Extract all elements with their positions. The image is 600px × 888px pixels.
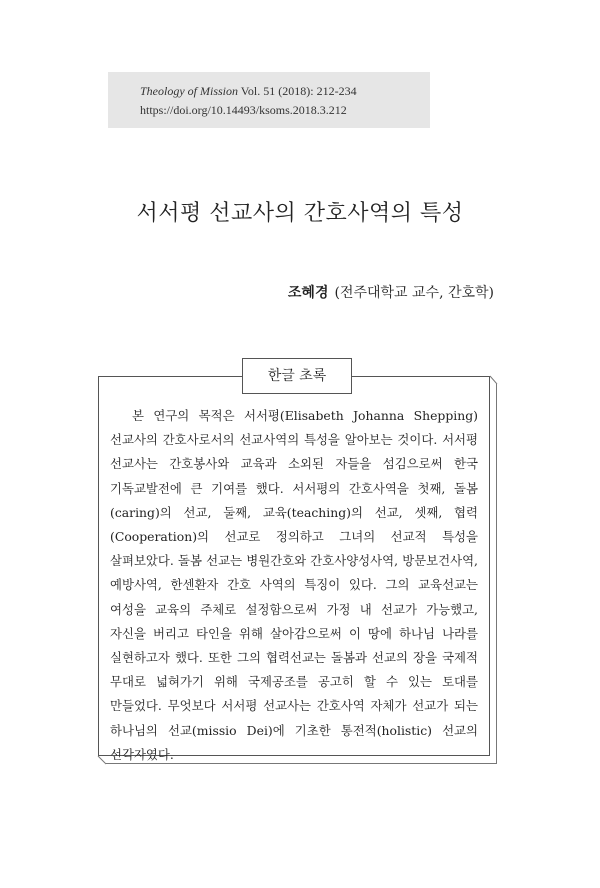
doi-link[interactable]: https://doi.org/10.14493/ksoms.2018.3.212 [140, 103, 347, 117]
citation-header [108, 72, 430, 128]
author-line [288, 282, 494, 302]
abstract-body: 본 연구의 목적은 서서평(Elisabeth Johanna Shepping) 선교사의 간호사로서의 선교사역의 특성을 알아보는 것이다. 서서평 선교사는 간호봉사와 교육과 소외된 자들을 섬김으로써 한국 기독교발전에 큰 기여를 했다. 서서평의 간호사역을 첫째, 돌봄(caring)의 선교, 둘째, 교육(teaching)의 선교, 셋째, 협력(Cooperation)의 선교로 정의하고 그녀의 선교적 특성을 살펴보았다. 돌봄 선교는 병원간호와 간호사양성사역, 방문보건사역, 예방사역, 한센환자 간호 사역의 특징이 있다. 그의 교육선교는 여성을 교육의 주체로 설정함으로써 가정 내 선교가 가능했고, 자신을 버리고 타인을 위해 살아감으로써 이 땅에 하나님 나라를 실현하고자 했다. 또한 그의 협력선교는 돌봄과 선교의 장을 국제적 무대로 넓혀가기 위해 국제공조를 공고히 할 수 있는 토대를 만들었다. 무엇보다 서서평 선교사는 간호사역 자체가 선교가 되는 하나님의 선교(missio Dei)에 기초한 통전적(holistic) 선교의 선각자였다. [110, 408, 478, 762]
author-affiliation: (전주대학교 교수, 간호학) [334, 285, 494, 301]
author-name: 조혜경 [287, 285, 329, 301]
frame-shadow-right [490, 384, 497, 764]
volume-info: Vol. 51 (2018): 212-234 [240, 84, 357, 98]
citation-line [140, 82, 430, 101]
journal-name: Theology of Mission [140, 84, 238, 98]
frame-corner-left [98, 756, 107, 764]
abstract-label: 한글 초록 [242, 358, 352, 394]
frame-corner-right [490, 376, 498, 385]
paper-title: 서서평 선교사의 간호사역의 특성 [136, 201, 464, 226]
